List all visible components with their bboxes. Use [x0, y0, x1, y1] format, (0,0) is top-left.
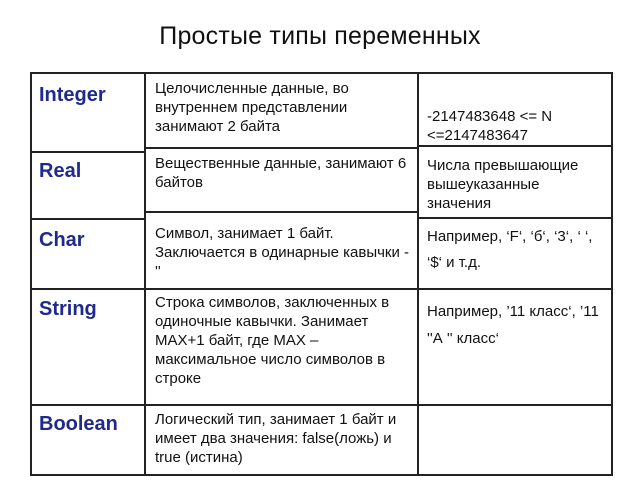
- type-char: Char: [39, 229, 85, 251]
- row-divider: [32, 218, 144, 220]
- row-divider: [144, 288, 417, 290]
- row-divider: [417, 288, 611, 290]
- row-divider: [32, 404, 144, 406]
- row-divider: [32, 288, 144, 290]
- page-title: Простые типы переменных: [159, 22, 481, 50]
- row-divider: [417, 217, 611, 219]
- values-string: Например, ’11 класс‘, ’11 ''А '' класс‘: [427, 303, 599, 347]
- column-divider: [417, 74, 419, 474]
- description-real: Вещественные данные, занимают 6 байтов: [155, 155, 407, 191]
- row-divider: [144, 147, 417, 149]
- description-char: Символ, занимает 1 байт. Заключается в одинарные кавычки - '': [155, 225, 410, 280]
- row-divider: [32, 151, 144, 153]
- row-divider: [144, 404, 417, 406]
- type-real: Real: [39, 160, 82, 182]
- type-string: String: [39, 298, 97, 320]
- type-integer: Integer: [39, 84, 106, 106]
- description-integer: Целочисленные данные, во внутреннем представлении занимают 2 байта: [155, 80, 349, 135]
- variable-types-table: [30, 72, 613, 476]
- description-boolean: Логический тип, занимает 1 байт и имеет два значения: false(ложь) и true (истина): [155, 411, 397, 466]
- values-char: Например, ‘F‘, ‘б‘, ‘3‘, ‘ ‘, ‘$‘ и т.д.: [427, 228, 593, 271]
- row-divider: [417, 145, 611, 147]
- description-string: Строка символов, заключенных в одиночные кавычки. Занимает MAX+1 байт, где MAX – максимальное число символов в строке: [155, 294, 390, 387]
- values-real: Числа превышающие вышеуказанные значения: [427, 157, 579, 212]
- values-integer: -2147483648 <= N <=2147483647: [427, 108, 553, 144]
- type-boolean: Boolean: [39, 413, 118, 435]
- row-divider: [144, 211, 417, 213]
- column-divider: [144, 74, 146, 474]
- row-divider: [417, 404, 611, 406]
